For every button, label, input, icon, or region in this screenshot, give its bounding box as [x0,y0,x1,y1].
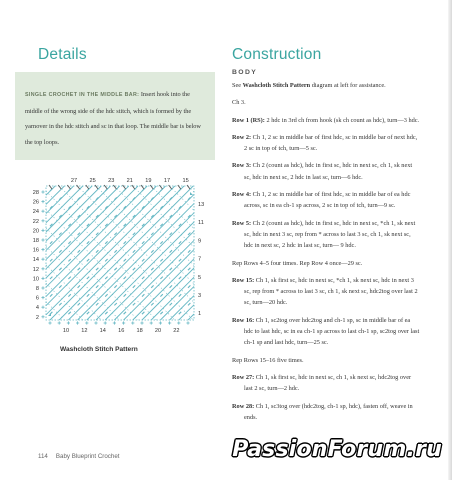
stitch-post [50,294,52,296]
top-row-label: 19 [145,178,152,184]
bottom-row-label: 20 [154,328,162,334]
stitch-post [142,312,144,314]
diagram-caption: Washcloth Stitch Pattern [60,346,138,353]
stitch-post [170,285,172,287]
intro-suffix: diagram at left for assistance. [310,82,386,89]
stitch-post [96,285,98,287]
stitch-post [124,259,126,261]
stitch-diagonal [68,194,194,320]
top-row-label: 17 [163,178,171,184]
start-arrow [48,313,51,316]
stitch-post [179,241,181,243]
row-instruction-c-0 [232,372,420,395]
sidebar-tip-box [15,72,215,160]
bottom-row-label: 18 [136,328,143,334]
details-heading: Details [38,46,87,63]
book-title: Baby Blueprint Crochet [55,453,120,460]
stitch-post [59,285,61,287]
stitch-diagonal [50,186,184,320]
stitch-cross-diagonal [46,210,156,320]
stitch-cross-diagonal [46,265,101,320]
stitch-diagonal [46,186,110,250]
left-row-label: 4 [35,305,39,312]
stitch-cross-diagonal [46,302,64,320]
top-row-label: 25 [89,178,96,184]
stitch-post [96,250,98,252]
right-row-label: 9 [198,238,202,245]
stitch-post [142,241,144,243]
stitch-post [133,285,135,287]
stitch-diagonal [96,222,194,320]
row-label: Row 2: [232,133,252,141]
sidebar-tip-text: Insert hook into the middle of the wrong side of the hdc stitch, which is formed by the yarnover in the hdc stitch and sc in that loop. The middle bar is below the top loops. [25,91,201,146]
stitch-diagonal [46,186,175,315]
right-row-label: 13 [198,202,205,208]
stitch-post [87,277,89,279]
stitch-post [124,277,126,279]
stitch-post [151,285,153,287]
stitch-post [114,250,116,252]
stitch-post [170,250,172,252]
stitch-post [160,241,162,243]
page-footer [38,453,120,460]
stitch-post [170,268,172,270]
intro-prefix: See [232,82,243,89]
stitch-diagonal [46,186,101,241]
left-row-label: 26 [32,199,39,206]
left-row-label: 2 [35,314,39,321]
stitch-post [59,268,61,270]
page-edge-shadow [448,0,452,480]
stitch-diagonal [78,204,194,320]
stitch-post [68,312,70,314]
row-instruction-a-3 [232,189,420,212]
stitch-post [151,250,153,252]
stitch-post [170,303,172,305]
stitch-diagonal [160,286,194,320]
left-row-label: 8 [35,286,39,292]
stitch-post [133,268,135,270]
stitch-post [50,259,52,261]
bottom-row-label: 10 [62,328,70,334]
right-row-label: 11 [198,220,204,227]
stitch-diagonal [46,186,156,296]
stitch-post [68,259,70,261]
stitch-post [179,259,181,261]
row-label: Row 1 (RS): [232,116,265,124]
stitch-post [179,277,181,279]
stitch-post [105,277,107,279]
row-text: Ch 1, sk first sc, hdc in next sc, ch 1, sk next sc, hdc2tog over last 2 sc, turn—2 hdc. [244,373,412,393]
stitch-diagonal [46,186,120,260]
top-row-label: 23 [108,178,115,184]
bottom-row-label: 16 [118,328,125,334]
stitch-post [96,303,98,305]
stitch-diagonal [151,277,194,320]
row-instruction-b-1 [232,315,420,349]
bottom-row-label: 12 [81,328,88,334]
row-instruction-a-2 [232,160,420,183]
stitch-post [87,241,89,243]
stitch-post [188,285,190,287]
stitch-post [50,241,52,243]
row-instruction-a-0 [232,115,420,126]
row-text: 2 hdc in 3rd ch from hook (sk ch count as hdc), turn—3 hdc. [264,116,420,124]
stitch-post [188,268,190,270]
stitch-post [133,303,135,305]
top-row-label: 27 [70,178,78,184]
stitch-post [105,312,107,314]
stitch-post [179,312,181,314]
top-row-stitch [67,185,70,189]
row-text: Ch 1, sk first sc, hdc in next sc, *ch 1, sk next sc, hdc in next 3 sc, rep from * across to last 3 sc, ch 1, sk next sc, hdc2tog over last 2 sc, turn—20 hdc. [244,276,418,307]
stitch-post [179,294,181,296]
top-row-label: 15 [182,178,189,184]
stitch-post [142,277,144,279]
body-subheading: BODY [232,69,258,76]
bottom-row-label: 14 [99,328,106,334]
construction-column [232,69,420,429]
row-instruction-a-4 [232,218,420,252]
stitch-post [78,250,80,252]
right-row-label: 1 [198,311,202,318]
left-row-label: 18 [32,238,39,244]
stitch-post [59,250,61,252]
stitch-post [87,312,89,314]
stitch-diagonal [105,231,194,320]
stitch-cross-diagonal [46,191,175,320]
stitch-post [114,285,116,287]
row-instruction-a-1 [232,132,420,155]
row-instruction-b-0 [232,275,420,309]
row-text: Ch 1, 2 sc in middle bar of first hdc, sc in middle bar of next hdc, 2 sc in top of tch, turn—5 sc. [244,133,418,153]
row-label: Row 15: [232,276,255,284]
left-row-label: 6 [35,295,39,302]
stitch-post [78,285,80,287]
stitch-post [59,303,61,305]
stitch-diagonal [124,250,194,320]
row-label: Row 16: [232,316,255,324]
stitch-post [114,303,116,305]
stitch-post [160,277,162,279]
row-label: Row 3: [232,162,252,170]
row-text: Ch 2 (count as hdc), hdc in first sc, hdc in next sc, ch 1, sk next sc, hdc in next sc, 2 hdc in last sc, turn—6 hdc. [244,162,413,181]
stitch-post [124,294,126,296]
stitch-post [124,312,126,314]
row-text: Ch 2 (count as hdc), hdc in first sc, hdc in next sc, *ch 1, sk next sc, hdc in next 3 sc, rep from * across to last 3 sc, ch 1, sk next sc, hdc in next sc, 2 hdc in last sc, turn— 9 hdc. [244,219,416,250]
stitch-post [105,259,107,261]
stitch-post [50,277,52,279]
stitch-diagram [10,172,222,342]
page-number: 114 [38,453,48,460]
stitch-post [160,294,162,296]
stitch-post [142,259,144,261]
stitch-post [87,294,89,296]
construction-heading: Construction [232,46,322,63]
row-instruction-c-1 [232,401,420,424]
intro-link-text: Washcloth Stitch Pattern [242,82,311,89]
right-row-label: 3 [198,293,202,299]
stitch-post [87,259,89,261]
row-label: Row 27: [232,373,255,381]
stitch-cross-diagonal [151,186,194,229]
row-text: Ch 1, sc3tog over (hdc2tog, ch-1 sp, hdc), fasten off, weave in ends. [244,402,413,421]
left-row-label: 10 [32,276,39,283]
stitch-post [133,250,135,252]
top-row-stitch [58,185,61,189]
stitch-diagonal [188,314,194,320]
stitch-post [105,241,107,243]
stitch-post [151,303,153,305]
stitch-diagram-svg [10,172,222,342]
stitch-post [68,241,70,243]
left-row-label: 16 [32,247,39,254]
row-label: Row 4: [232,191,252,199]
stitch-post [188,250,190,252]
stitch-post [68,277,70,279]
stitch-post [124,241,126,243]
stitch-post [160,312,162,314]
stitch-diagonal [46,186,147,287]
top-row-label: 21 [126,178,133,184]
stitch-post [105,294,107,296]
repeat-instruction-1: Rep Rows 4–5 four times. Rep Row 4 once—29 sc. [232,259,363,267]
stitch-post [68,294,70,296]
left-row-label: 20 [32,228,39,235]
stitch-post [114,268,116,270]
bottom-row-label: 22 [173,328,180,334]
sidebar-tip-title: SINGLE CROCHET IN THE MIDDLE BAR: [25,92,140,98]
stitch-post [78,268,80,270]
stitch-cross-diagonal [96,186,194,284]
stitch-post [78,303,80,305]
stitch-post [151,268,153,270]
row-label: Row 5: [232,219,252,227]
repeat-instruction-2: Rep Rows 15–16 five times. [232,356,304,364]
stitch-diagonal [133,259,194,320]
left-row-label: 22 [32,218,39,225]
row-text: Ch 1, 2 sc in middle bar of first hdc, sc in middle bar of ea hdc across, sc in ea ch-1 sp across, 2 sc in top of tch, turn—9 sc. [244,191,411,210]
watermark-logo: PassionForum.ru [232,437,442,462]
stitch-post [142,294,144,296]
stitch-post [160,259,162,261]
chain-instruction: Ch 3. [232,99,246,107]
stitch-diagonal [170,296,194,320]
stitch-cross-diagonal [133,186,194,247]
stitch-post [188,303,190,305]
intro-paragraph [232,80,420,91]
left-row-label: 12 [32,266,39,273]
right-row-label: 7 [198,256,202,263]
right-row-label: 5 [198,274,202,281]
row-label: Row 28: [232,402,255,410]
left-row-label: 24 [32,209,39,216]
turn-arrow [190,192,193,195]
left-row-label: 14 [32,257,39,264]
left-row-label: 28 [32,190,39,196]
stitch-post [96,268,98,270]
row-text: Ch 1, sc2tog over hdc2tog and ch-1 sp, sc in middle bar of ea hdc to last hdc, sc in ea ch-1 sp across to last ch-1 sp, sc2tog over last ch-1 sp and last hdc, turn—25 sc. [244,316,420,347]
